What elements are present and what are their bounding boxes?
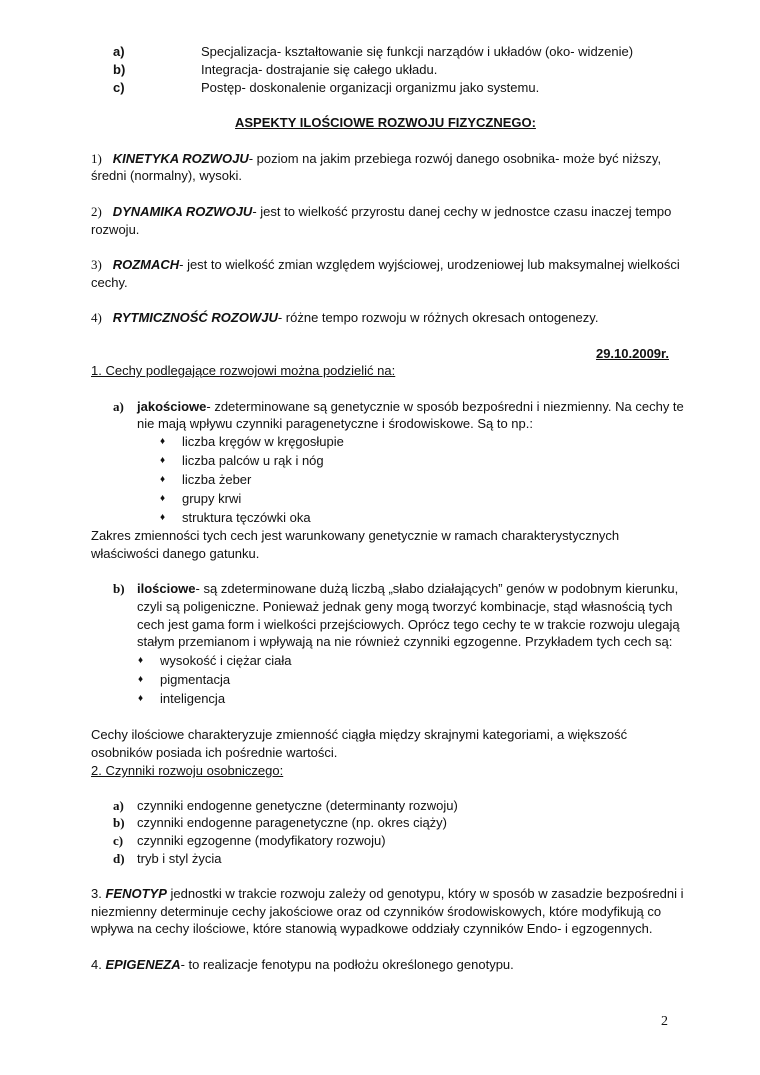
aspect-kinetyka [91, 150, 661, 168]
aspect-number: 1) [91, 151, 102, 166]
list-item: liczba palców u rąk i nóg [182, 453, 324, 468]
aspect-text: - poziom na jakim przebiega rozwój danego osobnika- może być niższy, [248, 151, 662, 166]
list-marker: a) [113, 399, 124, 414]
aspect-term: DYNAMIKA ROZWOJU [112, 204, 253, 219]
term-fenotyp: FENOTYP [105, 886, 167, 901]
list-marker: a) [113, 44, 125, 59]
list-item: pigmentacja [160, 672, 231, 687]
bullet-diamond-icon: ♦ [160, 493, 166, 504]
bullet-diamond-icon: ♦ [160, 474, 166, 485]
aspect-text: - jest to wielkość przyrostu danej cechy w jednostce czasu inaczej tempo [252, 204, 672, 219]
aspect-term: RYTMICZNOŚĆ ROZOWJU [112, 310, 278, 325]
list-item: struktura tęczówki oka [182, 510, 311, 525]
term-epigeneza: EPIGENEZA [105, 957, 181, 972]
bullet-diamond-icon: ♦ [160, 436, 166, 447]
list-item: inteligencja [160, 691, 226, 706]
bullet-diamond-icon: ♦ [160, 512, 166, 523]
fenotyp-text-cont: niezmienny determinuje cechy jakościowe oraz od czynników środowiskowych, które modyfikują co [91, 904, 662, 919]
list-item: czynniki endogenne genetyczne (determinanty rozwoju) [137, 798, 458, 813]
cechy-paragraph-cont: osobników posiada ich pośrednie wartości. [91, 745, 338, 760]
list-item: czynniki egzogenne (modyfikatory rozwoju) [137, 833, 386, 848]
epigeneza-text: - to realizacje fenotypu na podłożu określonego genotypu. [180, 957, 514, 972]
term-jakosciowe: jakościowe [137, 399, 207, 414]
aspect-text: - jest to wielkość zmian względem wyjściowej, urodzeniowej lub maksymalnej wielkości [179, 257, 680, 272]
section-title: ASPEKTY ILOŚCIOWE ROZWOJU FIZYCZNEGO: [235, 115, 536, 130]
list-marker: c) [113, 80, 125, 95]
list-marker: b) [113, 581, 125, 596]
aspect-text-cont: cechy. [91, 275, 128, 290]
zakres-text: Zakres zmienności tych cech jest warunkowany genetycznie w ramach charakterystycznych [91, 528, 620, 543]
aspect-number: 3) [91, 257, 102, 272]
fenotyp-number: 3. [91, 886, 102, 901]
jakosciowe-text: - zdeterminowane są genetycznie w sposób bezpośredni i niezmienny. Na cechy te [206, 399, 684, 414]
list-item: grupy krwi [182, 491, 242, 506]
cechy-paragraph: Cechy ilościowe charakteryzuje zmienność ciągła między skrajnymi kategoriami, a większość [91, 727, 628, 742]
bullet-diamond-icon: ♦ [138, 655, 144, 666]
list-item: wysokość i ciężar ciała [160, 653, 292, 668]
aspect-text-cont: średni (normalny), wysoki. [91, 168, 242, 183]
aspect-rytmicznosc [91, 309, 598, 327]
epigeneza-number: 4. [91, 957, 102, 972]
aspect-number: 4) [91, 310, 102, 325]
fenotyp-line1 [91, 885, 684, 903]
aspect-dynamika [91, 203, 671, 221]
list-item: tryb i styl życia [137, 851, 222, 866]
date: 29.10.2009r. [595, 346, 669, 361]
ilosciowe-text-cont: czyli są poligeniczne. Ponieważ jednak geny mogą tworzyć kombinacje, stąd własnością tych [137, 599, 673, 614]
term-ilosciowe: ilościowe [137, 581, 196, 596]
list-item: liczba kręgów w kręgosłupie [182, 434, 344, 449]
list-marker: a) [113, 798, 124, 813]
ilosciowe-line1 [137, 580, 678, 598]
heading-czynniki: 2. Czynniki rozwoju osobniczego: [91, 763, 284, 778]
bullet-diamond-icon: ♦ [160, 455, 166, 466]
aspect-number: 2) [91, 204, 102, 219]
fenotyp-text-cont: wpływa na cechy ilościowe, które stanowią wypadkowe oddziały czynników Endo- i egzogennych. [91, 921, 653, 936]
list-marker: d) [113, 851, 125, 866]
jakosciowe-text-cont: nie mają wpływu czynniki paragenetyczne i środowiskowe. Są to np.: [137, 416, 533, 431]
ilosciowe-text: - są zdeterminowane dużą liczbą „słabo działających” genów w podobnym kierunku, [195, 581, 679, 596]
page-number: 2 [661, 1014, 668, 1029]
bullet-diamond-icon: ♦ [138, 693, 144, 704]
aspect-text-cont: rozwoju. [91, 222, 140, 237]
ilosciowe-text-cont: stałym przemianom i wpływają na nie również czynniki egzogenne. Przykładem tych cech są: [137, 634, 673, 649]
aspect-term: ROZMACH [112, 257, 180, 272]
list-marker: b) [113, 815, 125, 830]
fenotyp-text: jednostki w trakcie rozwoju zależy od genotypu, który w sposób w zasadzie bezpośredni i [166, 886, 684, 901]
list-item-text: Specjalizacja- kształtowanie się funkcji narządów i układów (oko- widzenie) [201, 44, 634, 59]
aspect-term: KINETYKA ROZWOJU [112, 151, 249, 166]
jakosciowe-line1 [137, 398, 684, 416]
aspect-text: - różne tempo rozwoju w różnych okresach ontogenezy. [277, 310, 599, 325]
heading-cechy: 1. Cechy podlegające rozwojowi można podzielić na: [91, 363, 396, 378]
list-item-text: Integracja- dostrajanie się całego układu. [201, 62, 438, 77]
list-item-text: Postęp- doskonalenie organizacji organizmu jako systemu. [201, 80, 540, 95]
list-marker: b) [113, 62, 126, 77]
ilosciowe-text-cont: cech jest gama form i wielkości przejściowych. Oprócz tego cechy te w trakcie rozwoju ulegają [137, 617, 680, 632]
epigeneza-line [91, 956, 514, 974]
aspect-rozmach [91, 256, 680, 274]
bullet-diamond-icon: ♦ [138, 674, 144, 685]
list-marker: c) [113, 833, 124, 848]
zakres-text-cont: właściwości danego gatunku. [91, 546, 260, 561]
list-item: czynniki endogenne paragenetyczne (np. okres ciąży) [137, 815, 448, 830]
list-item: liczba żeber [182, 472, 252, 487]
